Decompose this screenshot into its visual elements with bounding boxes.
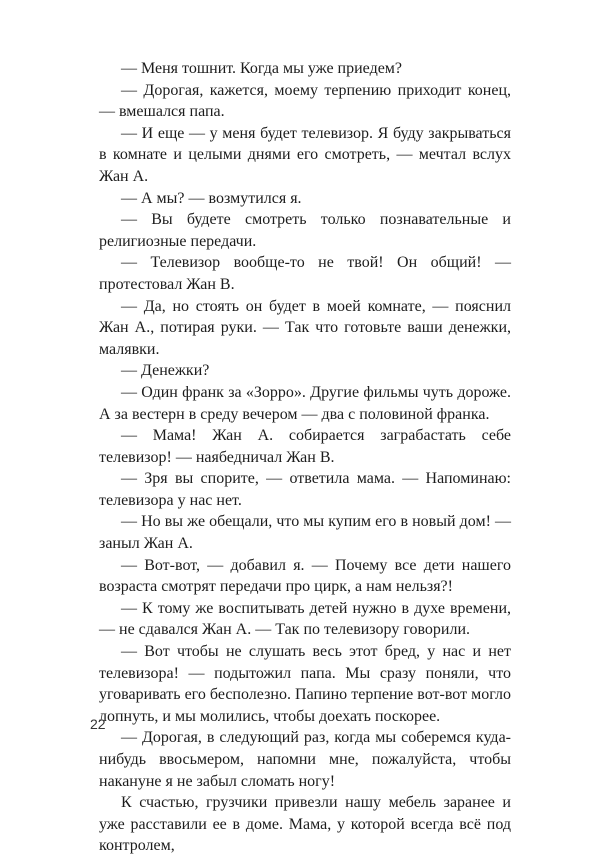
paragraph: — К тому же воспитывать детей нужно в духе времени, — не сдавался Жан А. — Так по телевизору говорили. bbox=[99, 599, 511, 639]
paragraph: — Вы будете смотреть только познавательные и религиозные передачи. bbox=[99, 211, 511, 250]
paragraph: — Меня тошнит. Когда мы уже приедем? bbox=[121, 60, 403, 77]
paragraph: — Вот чтобы не слушать весь этот бред, у нас и нет телевизора! — подытожил папа. Мы сразу поняли, что уговаривать его бесполезно. Папино терпение вот-вот могло лопнуть, и мы молились, чтобы доехать поскорее. bbox=[99, 643, 511, 725]
paragraph: — Но вы же обещали, что мы купим его в новый дом! — заныл Жан А. bbox=[99, 513, 511, 553]
paragraph: — И еще — у меня будет телевизор. Я буду закрываться в комнате и целыми днями его смотреть, — мечтал вслух Жан А. bbox=[99, 124, 511, 185]
paragraph: — Один франк за «Зорро». Другие фильмы чуть дороже. А за вестерн в среду вечером — два с половиной франка. bbox=[99, 383, 511, 423]
paragraph: — Зря вы спорите, — ответила мама. — Напоминаю: телевизора у нас нет. bbox=[99, 470, 511, 509]
paragraph: — Дорогая, кажется, моему терпению приходит конец, — вмешался папа. bbox=[99, 81, 511, 121]
paragraph: — Мама! Жан А. собирается заграбастать себе телевизор! — наябедничал Жан В. bbox=[99, 427, 511, 466]
paragraph: — Телевизор вообще-то не твой! Он общий! — протестовал Жан В. bbox=[99, 254, 511, 293]
paragraph: — Да, но стоять он будет в моей комнате, — пояснил Жан А., потирая руки. — Так что готовьте ваши денежки, малявки. bbox=[99, 297, 511, 358]
paragraph: — Дорогая, в следующий раз, когда мы соберемся куда-нибудь ввосьмером, напомни мне, пожалуйста, чтобы накануне я не забыл сломать ногу! bbox=[99, 729, 511, 790]
paragraph: К счастью, грузчики привезли нашу мебель заранее и уже расставили ее в доме. Мама, у которой всегда всё под контролем, bbox=[99, 794, 511, 855]
body-text bbox=[99, 58, 511, 857]
paragraph: — Денежки? bbox=[121, 362, 210, 380]
page-number: 22 bbox=[90, 716, 106, 732]
paragraph: — А мы? — возмутился я. bbox=[121, 189, 302, 207]
paragraph: — Вот-вот, — добавил я. — Почему все дети нашего возраста смотрят передачи про цирк, а нам нельзя?! bbox=[99, 556, 511, 596]
